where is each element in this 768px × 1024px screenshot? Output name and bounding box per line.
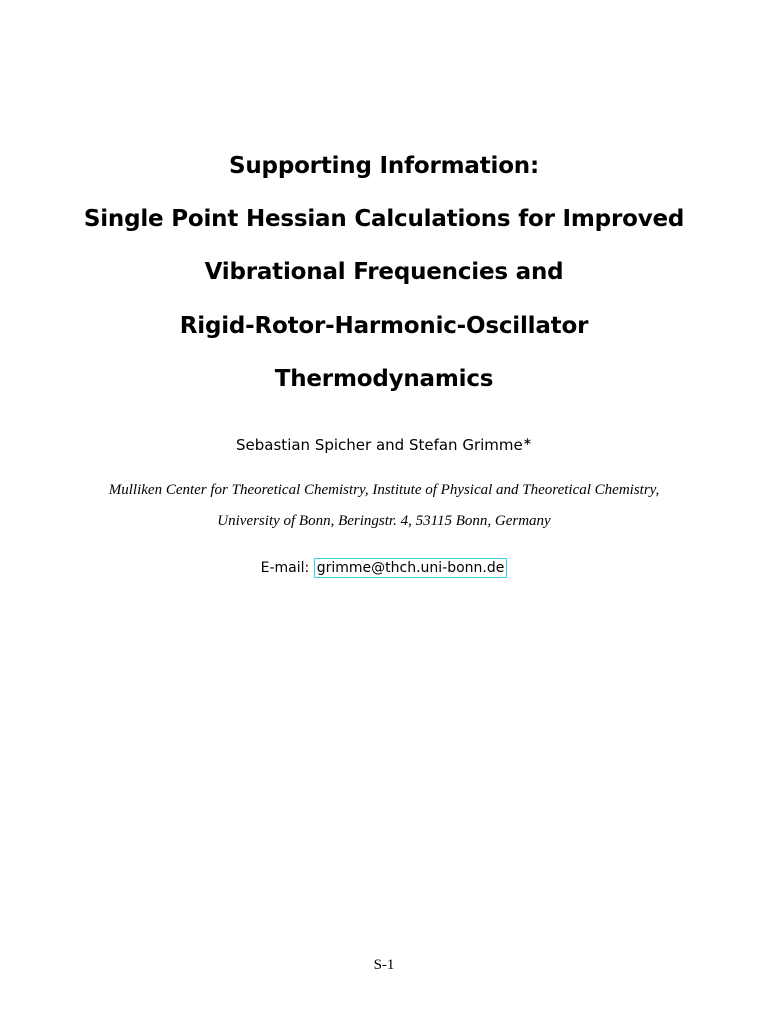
title-line-3: Vibrational Frequencies and	[204, 259, 564, 285]
page-number: S-1	[373, 957, 395, 973]
email-label: E-mail:	[260, 560, 310, 576]
affiliation-line-2: University of Bonn, Beringstr. 4, 53115 Bonn, Germany	[217, 513, 551, 529]
title-line-1: Supporting Information:	[229, 153, 539, 179]
email-row	[0, 557, 768, 579]
affiliation-line-1: Mulliken Center for Theoretical Chemistry, Institute of Physical and Theoretical Chemistry,	[108, 482, 660, 498]
title-line-5: Thermodynamics	[274, 366, 494, 392]
author-names: Sebastian Spicher and Stefan Grimme	[236, 436, 523, 454]
email-link[interactable]: grimme@thch.uni-bonn.de	[314, 558, 508, 578]
author-list	[0, 431, 768, 456]
corresponding-author-mark: ∗	[522, 435, 532, 448]
title-line-4: Rigid-Rotor-Harmonic-Oscillator	[179, 313, 589, 339]
title-line-2: Single Point Hessian Calculations for Improved	[83, 206, 685, 232]
